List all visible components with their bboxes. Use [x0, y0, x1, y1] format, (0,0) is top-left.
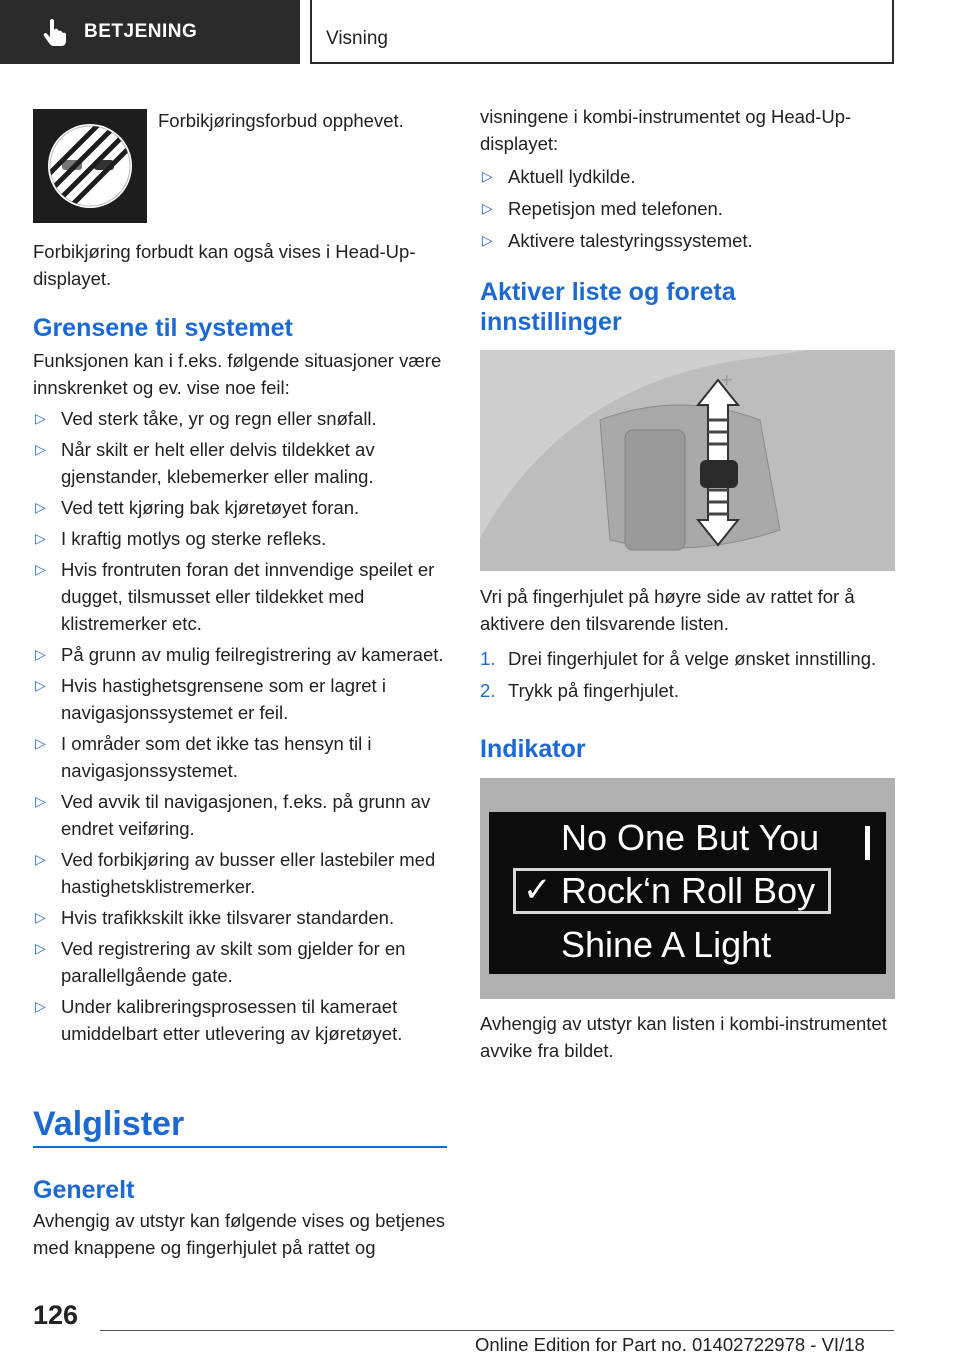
- list-item: ▷ I kraftig motlys og sterke refleks.: [33, 525, 448, 552]
- no-overtaking-end-sign-image: [33, 109, 147, 223]
- continued-paragraph: visningene i kombi-instrumentet og Head-Up-displayet:: [480, 106, 852, 154]
- chapter-tab: [310, 0, 894, 64]
- list-item: ▷ Ved avvik til navigasjonen, f.eks. på grunn av endret veiføring.: [33, 788, 448, 842]
- hud-paragraph: Forbikjøring forbudt kan også vises i Head-Up-displayet.: [33, 241, 416, 289]
- list-item: ▷ På grunn av mulig feilregistrering av kameraet.: [33, 641, 448, 668]
- cluster-display-image: [480, 778, 895, 999]
- list-item: ▷ Aktivere talestyringssystemet.: [480, 227, 895, 254]
- triangle-bullet-icon: ▷: [35, 998, 46, 1014]
- triangle-bullet-icon: ▷: [35, 940, 46, 956]
- triangle-bullet-icon: ▷: [35, 561, 46, 577]
- list-item: ▷ Under kalibreringsprosessen til kameraet umiddelbart etter utlevering av kjøretøyet.: [33, 993, 448, 1047]
- triangle-bullet-icon: ▷: [35, 646, 46, 662]
- triangle-bullet-icon: ▷: [482, 232, 493, 248]
- display-list-item: Shine A Light: [561, 924, 772, 965]
- triangle-bullet-icon: ▷: [482, 200, 493, 216]
- list-item: ▷ Ved registrering av skilt som gjelder for en parallellgående gate.: [33, 935, 448, 989]
- wheel-caption: Vri på fingerhjulet på høyre side av rattet for å aktivere den tilsvarende listen.: [480, 586, 855, 634]
- list-item: 1. Drei fingerhjulet for å velge ønsket innstilling.: [480, 645, 895, 672]
- heading-valglister: Valglister: [33, 1105, 185, 1143]
- list-item: ▷ Hvis frontruten foran det innvendige speilet er dugget, tilsmusset eller tildekket med klistremerker etc.: [33, 556, 448, 637]
- step-number: 2.: [480, 680, 496, 701]
- limits-intro: Funksjonen kan i f.eks. følgende situasjoner være innskrenket og ev. vise noe feil:: [33, 350, 442, 398]
- section-title: BETJENING: [84, 21, 198, 42]
- steering-wheel-image: [480, 350, 895, 571]
- list-item: ▷ Ved tett kjøring bak kjøretøyet foran.: [33, 494, 448, 521]
- heading-rule: [33, 1146, 447, 1148]
- section-header: [0, 0, 300, 64]
- list-item: 2. Trykk på fingerhjulet.: [480, 677, 895, 704]
- display-list-item-selected: Rock‘n Roll Boy: [561, 870, 816, 911]
- display-screen: [489, 812, 886, 974]
- triangle-bullet-icon: ▷: [35, 441, 46, 457]
- heading-system-limits: Grensene til systemet: [33, 314, 293, 342]
- scroll-indicator: [865, 826, 870, 860]
- footer-rule: [100, 1330, 894, 1331]
- list-item: ▷ Aktuell lydkilde.: [480, 163, 895, 190]
- list-item: ▷ Hvis trafikkskilt ikke tilsvarer standarden.: [33, 904, 448, 931]
- triangle-bullet-icon: ▷: [35, 530, 46, 546]
- triangle-bullet-icon: ▷: [35, 735, 46, 751]
- limits-list: [33, 405, 448, 1047]
- svg-text:+: +: [720, 370, 734, 389]
- triangle-bullet-icon: ▷: [35, 677, 46, 693]
- heading-generelt: Generelt: [33, 1176, 135, 1204]
- list-item: ▷ Når skilt er helt eller delvis tildekket av gjenstander, klebemerker eller maling.: [33, 436, 448, 490]
- hand-pointer-icon: [40, 17, 70, 47]
- triangle-bullet-icon: ▷: [35, 851, 46, 867]
- list-item: ▷ I områder som det ikke tas hensyn til i navigasjonssystemet.: [33, 730, 448, 784]
- list-item: ▷ Ved forbikjøring av busser eller lastebiler med hastighetsklistremerker.: [33, 846, 448, 900]
- display-list-item: No One But You: [561, 817, 820, 858]
- display-caption: Avhengig av utstyr kan listen i kombi-instrumentet avvike fra bildet.: [480, 1013, 887, 1061]
- triangle-bullet-icon: ▷: [35, 909, 46, 925]
- list-item: ▷ Repetisjon med telefonen.: [480, 195, 895, 222]
- triangle-bullet-icon: ▷: [482, 168, 493, 184]
- display-list: [480, 163, 895, 254]
- triangle-bullet-icon: ▷: [35, 793, 46, 809]
- triangle-bullet-icon: ▷: [35, 410, 46, 426]
- generelt-paragraph: Avhengig av utstyr kan følgende vises og betjenes med knappene og fingerhjulet på rattet og: [33, 1210, 446, 1258]
- steps-list: [480, 645, 895, 704]
- step-number: 1.: [480, 648, 496, 669]
- triangle-bullet-icon: ▷: [35, 499, 46, 515]
- list-item: ▷ Ved sterk tåke, yr og regn eller snøfall.: [33, 405, 448, 432]
- sign-caption: Forbikjøringsforbud opphevet.: [158, 110, 404, 131]
- chapter-title: Visning: [326, 28, 388, 49]
- page-number: 126: [33, 1300, 79, 1330]
- heading-indikator: Indikator: [480, 735, 586, 763]
- edition-text: Online Edition for Part no. 01402722978 - VI/18: [475, 1334, 865, 1355]
- check-icon: ✓: [523, 871, 552, 909]
- heading-activate-list: Aktiver liste og foreta innstillinger: [480, 278, 736, 336]
- list-item: ▷ Hvis hastighetsgrensene som er lagret i navigasjonssystemet er feil.: [33, 672, 448, 726]
